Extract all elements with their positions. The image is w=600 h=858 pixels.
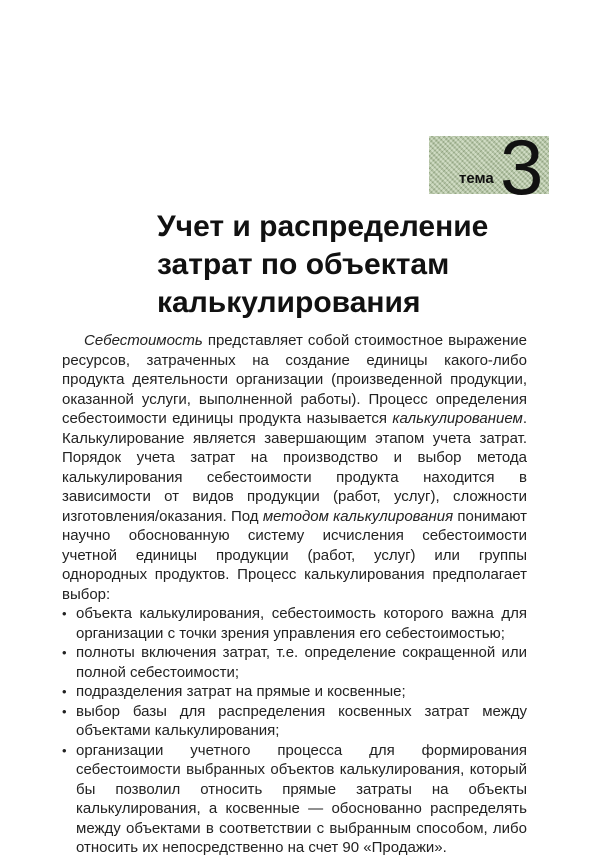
paragraph-text-3: понимают научно обоснованную систему исчисления себестоимости учетной единицы продукции (работ, услуг) или группы однородных продуктов. Процесс калькулирования предполагает выбор: (62, 507, 528, 603)
list-item: • полноты включения затрат, т.е. определение сокращенной или полной себестоимости; (62, 644, 527, 681)
body-text (62, 331, 527, 858)
bullet-icon: • (62, 703, 67, 719)
term-metod-kalkulirovaniya: методом калькулирования (262, 507, 454, 525)
term-sebestoimost: Себестоимость (84, 332, 203, 349)
bullet-icon: • (62, 606, 67, 621)
chapter-label: тема (459, 170, 494, 187)
list-item: • подразделения затрат на прямые и косвенные; (62, 683, 406, 700)
paragraph-text-2: . Калькулирование является завершающим этапом учета затрат. Порядок учета затрат на производство и выбор метода калькулирования себестоимости продукта находится в зависимости от видов продукции (работ, услуг), сложности изготовления/оказания. Под (62, 410, 527, 525)
intro-paragraph (62, 331, 527, 604)
bullet-icon: • (62, 684, 67, 699)
chapter-number: 3 (500, 123, 544, 211)
chapter-title (157, 208, 577, 322)
list-item: • организации учетного процесса для формирования себестоимости выбранных объектов калькулирования, который бы позволил относить прямые затраты на объекты калькулирования, а косвенные — обоснованно распределять между объектами в соответствии с выбранным способом, либо относить их непосредственно на счет 90 «Продажи». (62, 741, 527, 856)
paragraph-text-1: представляет собой стоимостное выражение ресурсов, затраченных на создание единицы какого-либо продукта деятельности организации (произведенной продукции, оказанной услуги, выполненной работы). Процесс определения себестоимости единицы продукта называется (62, 332, 527, 427)
list-item: • выбор базы для распределения косвенных затрат между объектами калькулирования; (62, 702, 527, 739)
title-line-1: Учет и распределение (157, 210, 489, 243)
bullet-icon: • (62, 645, 67, 660)
title-line-3: калькулирования (157, 286, 421, 319)
choice-list (62, 604, 527, 858)
list-item: • объекта калькулирования, себестоимость которого важна для организации с точки зрения управления его себестоимостью; (62, 605, 527, 642)
title-line-2: затрат по объектам (157, 248, 450, 281)
term-kalkulirovanie: калькулированием (392, 410, 523, 427)
bullet-icon: • (62, 742, 67, 758)
